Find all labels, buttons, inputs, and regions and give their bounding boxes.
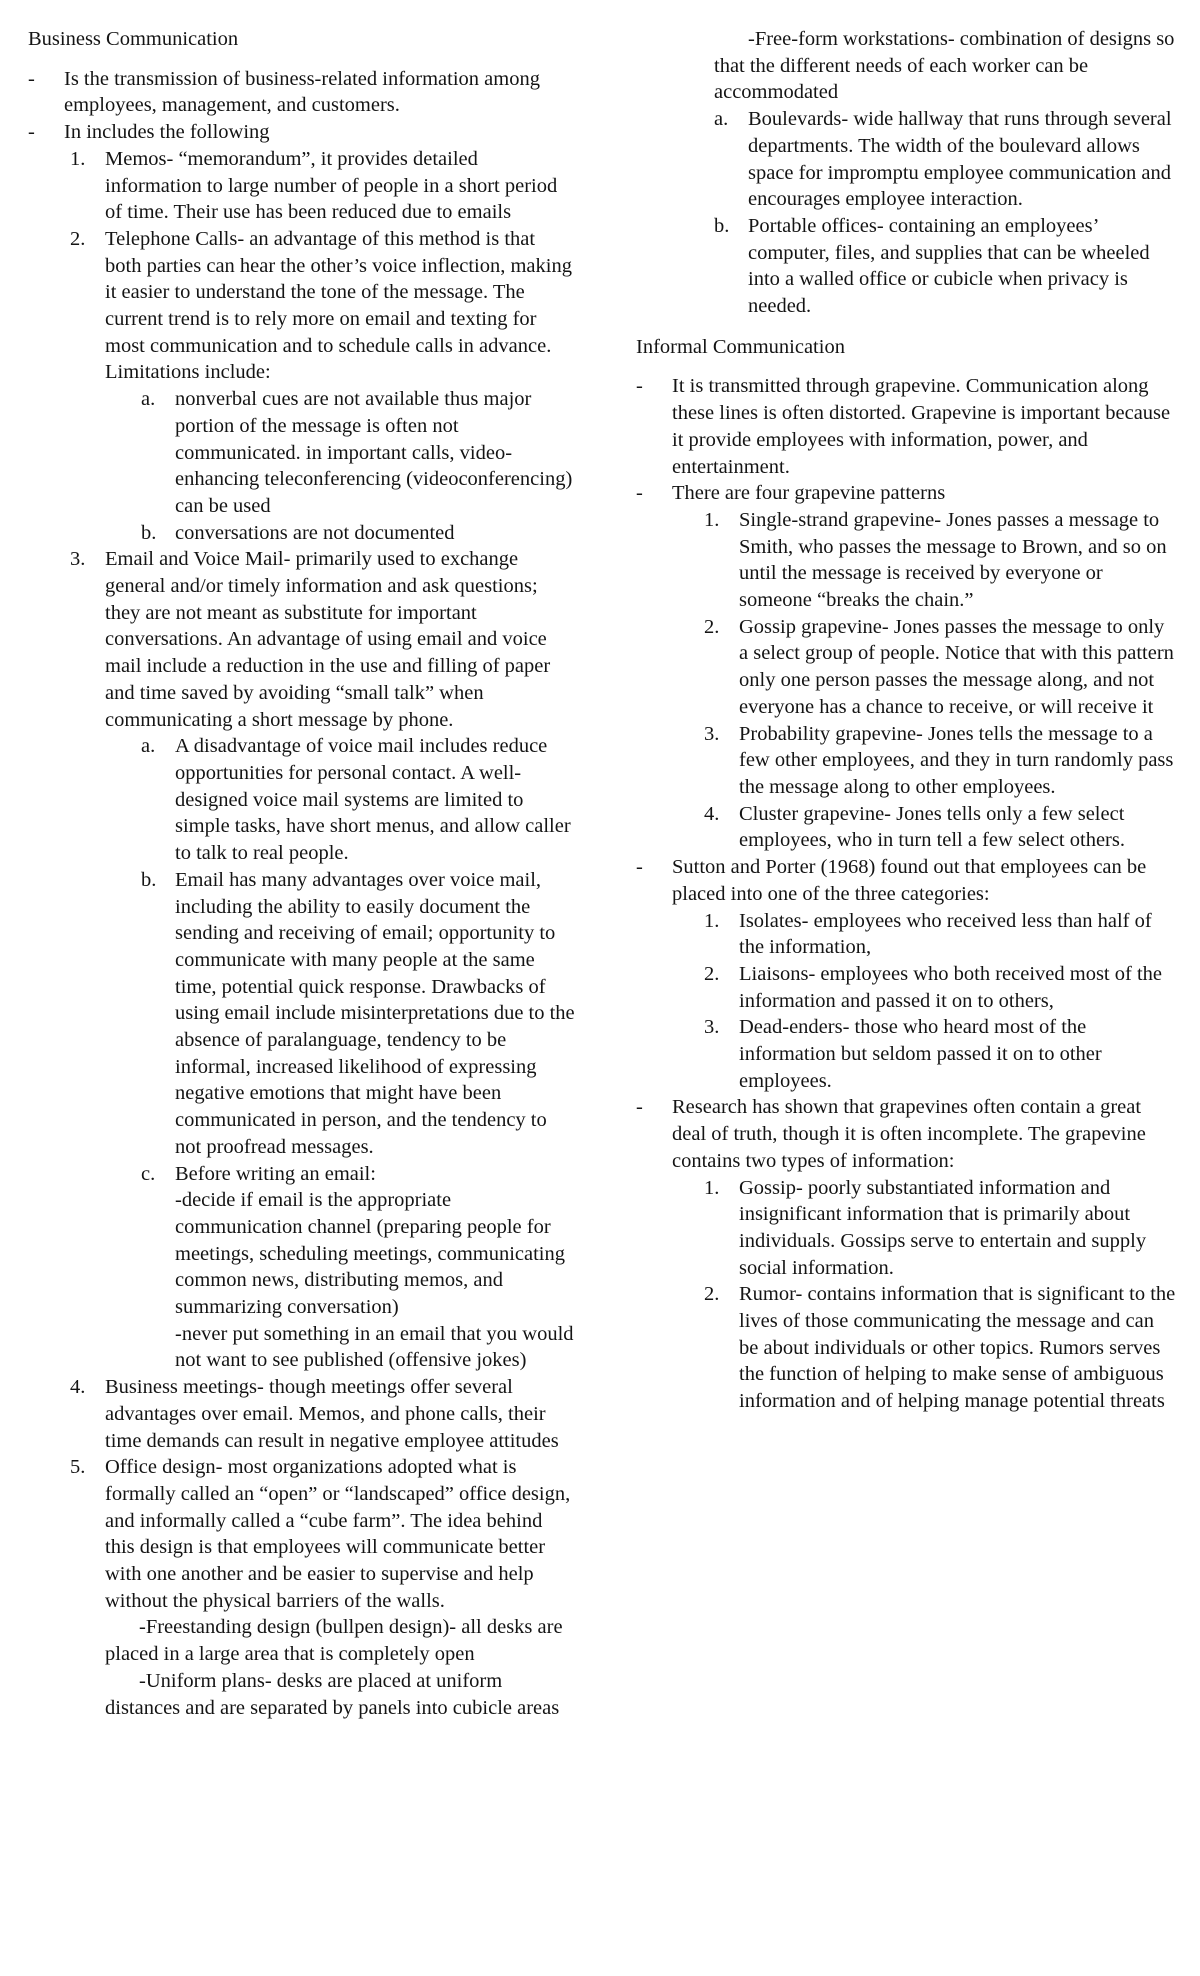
list-item-text: Dead-enders- those who heard most of the information but seldom passed it on to other employees. [739, 1016, 1102, 1092]
list-item-memos [70, 146, 576, 226]
sub-item-text: Boulevards- wide hallway that runs through several departments. The width of the boulevard allows space for impromptu employee communication and encourages employee interaction. [748, 108, 1172, 211]
employee-categories-list [672, 908, 1176, 1095]
list-number: 4. [70, 1376, 86, 1399]
list-item [704, 1281, 1176, 1415]
sub-letter: b. [714, 214, 730, 237]
list-number: 2. [704, 615, 720, 638]
intro-bullets [28, 66, 576, 146]
list-number: 1. [704, 508, 720, 531]
list-number: 1. [704, 909, 720, 932]
bullet-text: It is transmitted through grapevine. Communication along these lines is often distorted. Grapevine is important because it provide employees with information, power, and entertainment. [672, 375, 1171, 478]
list-number: 3. [704, 722, 720, 745]
sub-item-text: Before writing an email: [175, 1162, 376, 1185]
list-item-text: Cluster grapevine- Jones tells only a few select employees, who in turn tell a few select others. [739, 802, 1125, 852]
sub-item [141, 386, 576, 520]
list-item-text: Isolates- employees who received less than half of the information, [739, 909, 1152, 959]
list-number: 3. [70, 548, 86, 571]
bullet-text: Sutton and Porter (1968) found out that employees can be placed into one of the three categories: [672, 856, 1147, 905]
list-item-text: Probability grapevine- Jones tells the message to a few other employees, and they in turn randomly pass the message along to other employees. [739, 722, 1174, 798]
list-number: 1. [70, 147, 86, 170]
list-item [704, 908, 1176, 961]
free-form-workstations: -Free-form workstations- combination of designs so that the different needs of each worker can be accommodated [714, 28, 1175, 104]
workstation-sub-list [636, 106, 1176, 320]
informal-bullets [636, 373, 1176, 1414]
sub-item-line: -decide if email is the appropriate communication channel (preparing people for meetings, scheduling meetings, communicating common news, distributing memos, and summarizing conversation) [175, 1189, 565, 1319]
bullet-item: - Is the transmission of business-related information among employees, management, and customers. [28, 66, 576, 119]
list-number: 2. [704, 1283, 720, 1306]
sub-letter: b. [141, 521, 157, 544]
list-item-text: Email and Voice Mail- primarily used to exchange general and/or timely information and ask questions; they are not meant as substitute for important conversations. An advantage of using email and voice mail include a reduction in the use and filling of paper and time saved by avoiding “small talk” when communicating a short message by phone. [105, 548, 551, 731]
information-types-list [672, 1175, 1176, 1415]
list-item [704, 1014, 1176, 1094]
list-item-text: Gossip grapevine- Jones passes the message to only a select group of people. Notice that with this pattern only one person passes the message along, and not everyone has a chance to receive, or will receive it [739, 615, 1174, 718]
section-title-informal-communication: Informal Communication [636, 335, 845, 358]
list-item-text: Telephone Calls- an advantage of this method is that both parties can hear the other’s voice inflection, making it easier to understand the tone of the message. The current trend is to rely more on email and texting for most communication and to schedule calls in advance. Limitations include: [105, 227, 572, 384]
bullet-item [636, 854, 1176, 1094]
sub-item-line: -never put something in an email that you would not want to see published (offensive jokes) [175, 1322, 574, 1372]
bullet-item: - In includes the following [28, 119, 576, 146]
list-item [704, 801, 1176, 854]
list-item-text: Memos- “memorandum”, it provides detailed information to large number of people in a short period of time. Their use has been reduced due to emails [105, 147, 558, 224]
list-item-text: Liaisons- employees who both received most of the information and passed it on to others, [739, 962, 1162, 1012]
sub-list [105, 733, 576, 1374]
sub-item-text: A disadvantage of voice mail includes reduce opportunities for personal contact. A well-designed voice mail systems are limited to simple tasks, have short menus, and allow caller to talk to real people. [175, 735, 571, 865]
section-title-business-communication: Business Communication [28, 28, 239, 50]
list-item [704, 507, 1176, 614]
sub-list [105, 386, 576, 546]
list-item [704, 1175, 1176, 1282]
sub-item-text: nonverbal cues are not available thus major portion of the message is often not communicated. in important calls, video-enhancing teleconferencing (videoconferencing) can be used [175, 388, 573, 517]
list-item-text: Gossip- poorly substantiated information and insignificant information that is primarily about individuals. Gossips serve to entertain and supply social information. [739, 1176, 1147, 1279]
sub-letter: c. [141, 1162, 156, 1185]
right-column [636, 26, 1176, 1415]
list-item [704, 961, 1176, 1014]
list-number: 4. [704, 802, 720, 825]
list-item-text: Single-strand grapevine- Jones passes a message to Smith, who passes the message to Brown, and so on until the message is received by everyone or someone “breaks the chain.” [739, 508, 1167, 612]
list-number: 1. [704, 1176, 720, 1199]
list-item-text: Rumor- contains information that is significant to the lives of those communicating the message and can be about individuals or other topics. Rumors serves the function of helping to make sense of ambiguous information and of helping manage potential threats [739, 1283, 1176, 1413]
sub-item [714, 213, 1176, 320]
list-item-email-voice-mail [70, 546, 576, 1374]
sub-item [141, 733, 576, 867]
design-line: -Uniform plans- desks are placed at uniform distances and are separated by panels into cubicle areas [105, 1669, 560, 1719]
bullet-item [636, 480, 1176, 854]
list-number: 3. [704, 1016, 720, 1039]
list-number: 2. [704, 962, 720, 985]
list-item [704, 721, 1176, 801]
bullet-item [636, 373, 1176, 480]
list-number: 2. [70, 227, 86, 250]
spacer [636, 320, 1176, 334]
bullet-text: There are four grapevine patterns [672, 482, 946, 505]
list-item-office-design [70, 1454, 576, 1721]
list-item-text: Business meetings- though meetings offer several advantages over email. Memos, and phone calls, their time demands can result in negative employee attitudes [105, 1376, 559, 1452]
business-communication-list [28, 146, 576, 1721]
sub-item-text: Email has many advantages over voice mail, including the ability to easily document the sending and receiving of email; opportunity to communicate with many people at the same time, potential quick response. Drawbacks of using email include misinterpretations due to the absence of paralanguage, tendency to be informal, increased likelihood of expressing negative emotions that might have been communicated in person, and the tendency to not proofread messages. [175, 868, 575, 1158]
list-item-text: Office design- most organizations adopted what is formally called an “open” or “landscaped” office design, and informally called a “cube farm”. The idea behind this design is that employees will communicate better with one another and be easier to supervise and help without the physical barriers of the walls. [105, 1456, 571, 1612]
sub-letter: a. [141, 735, 156, 758]
sub-item [141, 1161, 576, 1375]
sub-item [141, 520, 576, 547]
list-item-business-meetings [70, 1374, 576, 1454]
bullet-item [636, 1094, 1176, 1414]
sub-item [141, 867, 576, 1161]
grapevine-patterns-list [672, 507, 1176, 854]
sub-item-text: conversations are not documented [175, 521, 455, 544]
sub-item [714, 106, 1176, 213]
sub-letter: a. [714, 108, 729, 131]
list-number: 5. [70, 1456, 86, 1479]
sub-letter: a. [141, 388, 156, 411]
bullet-text: Research has shown that grapevines often contain a great deal of truth, though it is often incomplete. The grapevine contains two types of information: [672, 1096, 1146, 1172]
left-column [28, 26, 576, 1721]
sub-item-text: Portable offices- containing an employees’ computer, files, and supplies that can be wheeled into a walled office or cubicle when privacy is needed. [748, 214, 1150, 318]
design-line: -Freestanding design (bullpen design)- all desks are placed in a large area that is completely open [105, 1616, 563, 1666]
list-item-telephone-calls [70, 226, 576, 546]
sub-letter: b. [141, 868, 157, 891]
list-item [704, 614, 1176, 721]
